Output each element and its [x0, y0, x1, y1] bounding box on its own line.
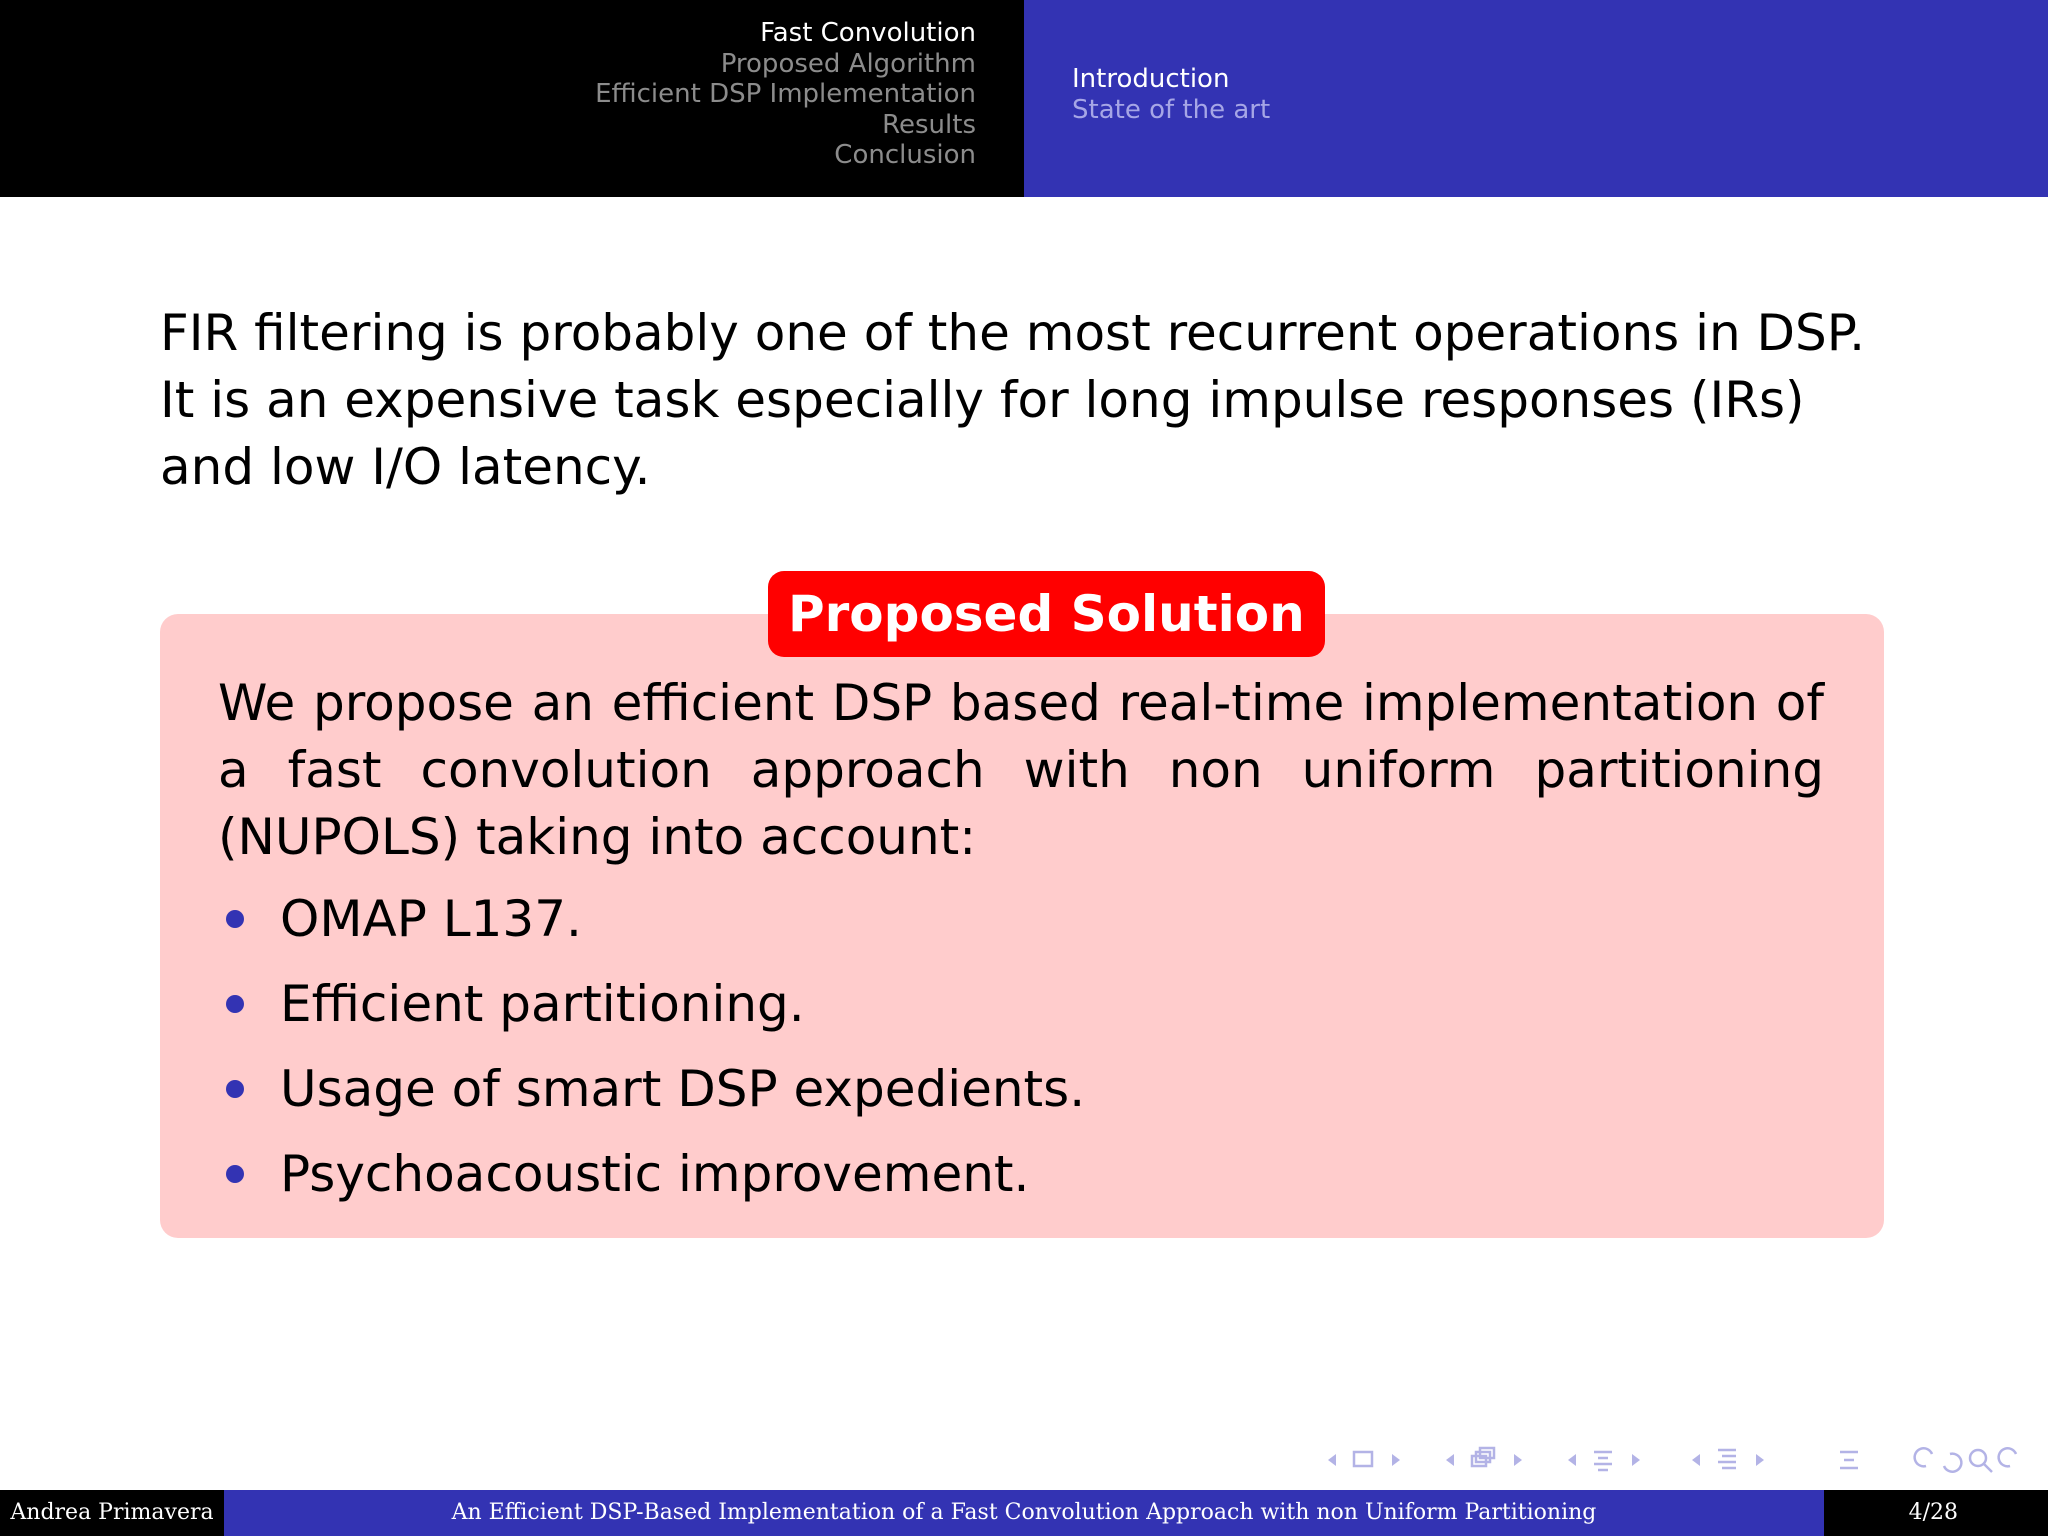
toc-icon[interactable]	[1840, 1452, 1858, 1468]
bullet-list	[280, 886, 1085, 1226]
subsection-nav-icon[interactable]	[1446, 1448, 1522, 1466]
subsection-list	[1072, 64, 1270, 125]
bullet-icon	[226, 1165, 244, 1183]
list-item	[280, 971, 1085, 1056]
list-item-text: Efficient partitioning.	[280, 975, 805, 1033]
footer-author: Andrea Primavera	[0, 1490, 224, 1536]
block-title: Proposed Solution	[768, 571, 1325, 657]
section-item-fast-convolution[interactable]: Fast Convolution	[760, 18, 976, 48]
page-number: 4/28	[1908, 1500, 1958, 1525]
section-item-proposed-algorithm[interactable]: Proposed Algorithm	[720, 48, 976, 79]
list-item-text: Psychoacoustic improvement.	[280, 1145, 1030, 1203]
footer-bar	[0, 1490, 2048, 1536]
search-icon[interactable]	[1915, 1448, 2016, 1472]
section-item-results[interactable]: Results	[882, 109, 976, 140]
section-list	[595, 18, 976, 171]
frame-nav-icon[interactable]	[1328, 1452, 1400, 1466]
list-item-text: Usage of smart DSP expedients.	[280, 1060, 1086, 1118]
list-item	[280, 886, 1085, 971]
subsection-item-state-of-the-art[interactable]: State of the art	[1072, 94, 1271, 125]
list-item	[280, 1056, 1085, 1141]
header-bar	[0, 0, 2048, 197]
subsection-navigation	[1024, 0, 2048, 197]
intro-paragraph: FIR filtering is probably one of the most recurrent operations in DSP. It is an expensive task especially for long impulse responses (IRs) and low I/O latency.	[160, 304, 1866, 496]
footer-page-box	[1824, 1490, 2048, 1536]
subsection-item-introduction[interactable]: Introduction	[1072, 64, 1230, 94]
list-item-text: OMAP L137.	[280, 890, 582, 948]
section-nav-icon[interactable]	[1568, 1452, 1640, 1470]
block-text: We propose an efficient DSP based real-time implementation of a fast convolution approach with non uniform partitioning (NUPOLS) taking into account:	[218, 674, 1824, 866]
bullet-icon	[226, 995, 244, 1013]
section-item-conclusion[interactable]: Conclusion	[834, 140, 976, 170]
list-item	[280, 1141, 1085, 1226]
document-nav-icon[interactable]	[1692, 1450, 1764, 1468]
section-navigation	[0, 0, 1024, 197]
navigation-symbols	[1310, 1440, 2030, 1480]
bullet-icon	[226, 1080, 244, 1098]
footer-title: An Efficient DSP-Based Implementation of a Fast Convolution Approach with non Uniform Partitioning	[224, 1490, 1824, 1536]
bullet-icon	[226, 910, 244, 928]
section-item-efficient-dsp-implementation[interactable]: Efficient DSP Implementation	[595, 79, 976, 109]
